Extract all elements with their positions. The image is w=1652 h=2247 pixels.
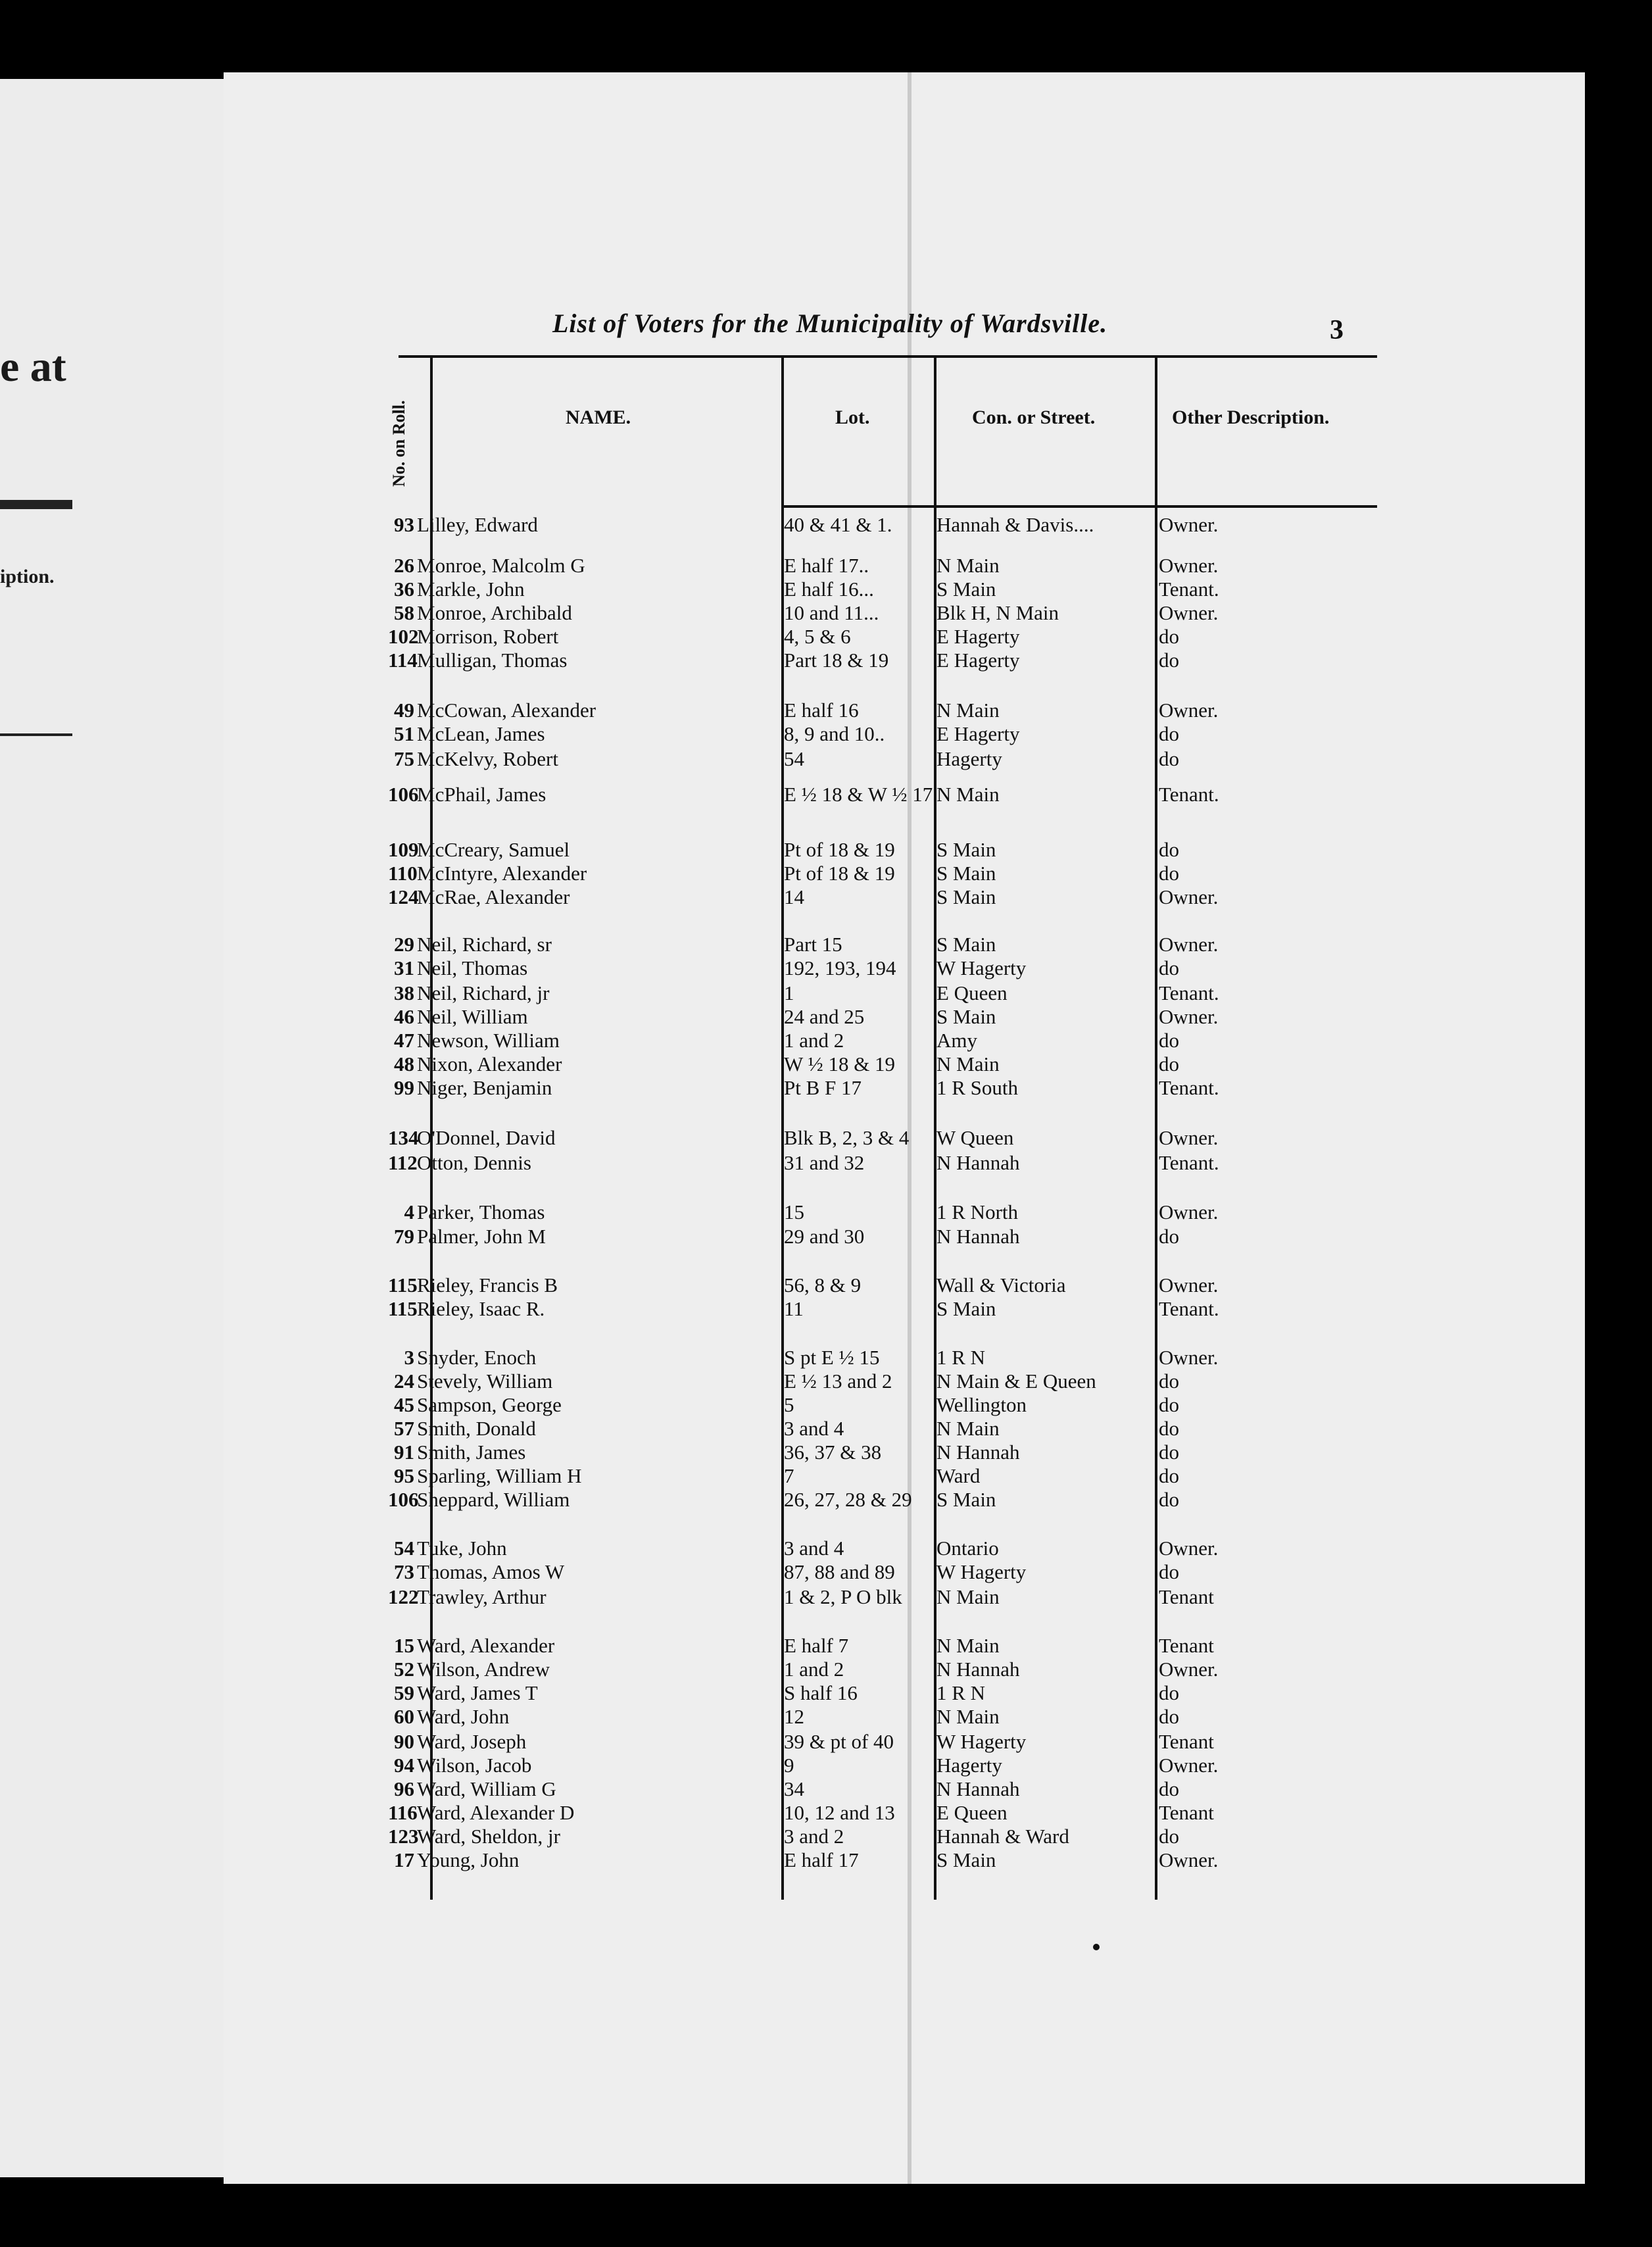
cell-con: S Main	[936, 933, 996, 956]
cell-con: W Hagerty	[936, 956, 1027, 979]
cell-no: 54	[394, 1537, 414, 1560]
table-row	[0, 722, 1414, 746]
cell-con: Hannah & Davis....	[936, 513, 1094, 536]
cell-con: N Hannah	[936, 1225, 1020, 1248]
cell-con: E Queen	[936, 981, 1008, 1004]
cell-lot: 9	[784, 1754, 794, 1777]
cell-no: 90	[394, 1730, 414, 1753]
cell-lot: 12	[784, 1705, 804, 1728]
cell-name: Ward, Joseph	[417, 1730, 527, 1753]
cell-name: McRae, Alexander	[417, 885, 570, 908]
table-row	[0, 981, 1414, 1005]
cell-no: 58	[394, 601, 414, 624]
table-row	[0, 933, 1414, 956]
cell-no: 110	[388, 862, 418, 885]
cell-name: Sparling, William H	[417, 1464, 582, 1487]
cell-no: 29	[394, 933, 414, 956]
cell-no: 60	[394, 1705, 414, 1728]
cell-no: 115	[388, 1297, 418, 1320]
cell-no: 123	[388, 1825, 419, 1848]
cell-con: S Main	[936, 1488, 996, 1511]
cell-desc: Owner.	[1159, 699, 1219, 722]
cell-desc: do	[1159, 862, 1179, 885]
cell-desc: Tenant.	[1159, 1076, 1219, 1099]
cell-lot: 36, 37 & 38	[784, 1441, 882, 1464]
page-number: 3	[1330, 315, 1344, 345]
cell-lot: E half 17	[784, 1848, 859, 1871]
column-head-rule	[784, 505, 1377, 508]
cell-name: McKelvy, Robert	[417, 747, 558, 770]
table-row	[0, 1488, 1414, 1512]
cell-no: 99	[394, 1076, 414, 1099]
cell-con: Ontario	[936, 1537, 999, 1560]
cell-no: 17	[394, 1848, 414, 1871]
table-row	[0, 1417, 1414, 1441]
table-row	[0, 1777, 1414, 1801]
cell-con: N Hannah	[936, 1777, 1020, 1800]
left-rule	[0, 500, 72, 509]
cell-con: N Main	[936, 699, 1000, 722]
table-row	[0, 1537, 1414, 1560]
cell-desc: do	[1159, 1052, 1179, 1075]
cell-name: Markle, John	[417, 578, 525, 601]
cell-desc: do	[1159, 747, 1179, 770]
cell-desc: Owner.	[1159, 1848, 1219, 1871]
cell-lot: 1 & 2, P O blk	[784, 1585, 902, 1608]
cell-desc: Tenant	[1159, 1730, 1214, 1753]
cell-no: 31	[394, 956, 414, 979]
cell-no: 52	[394, 1658, 414, 1681]
cell-lot: 1 and 2	[784, 1029, 844, 1052]
cell-desc: do	[1159, 1441, 1179, 1464]
cell-name: Neil, Richard, sr	[417, 933, 552, 956]
cell-desc: Owner.	[1159, 1126, 1219, 1149]
cell-name: McCreary, Samuel	[417, 838, 570, 861]
cell-name: Monroe, Archibald	[417, 601, 572, 624]
cell-lot: 3 and 2	[784, 1825, 844, 1848]
cell-lot: 1	[784, 981, 794, 1004]
cell-lot: 8, 9 and 10..	[784, 722, 885, 745]
cell-desc: Owner.	[1159, 1005, 1219, 1028]
cell-desc: do	[1159, 1370, 1179, 1393]
cell-desc: Owner.	[1159, 1273, 1219, 1296]
cell-lot: Blk B, 2, 3 & 4	[784, 1126, 910, 1149]
cell-lot: 5	[784, 1393, 794, 1416]
cell-name: Newson, William	[417, 1029, 560, 1052]
left-column-fragment: iption.	[0, 566, 55, 587]
cell-no: 94	[394, 1754, 414, 1777]
cell-name: Rieley, Isaac R.	[417, 1297, 545, 1320]
cell-no: 48	[394, 1052, 414, 1075]
cell-desc: Owner.	[1159, 1754, 1219, 1777]
cell-name: Smith, Donald	[417, 1417, 536, 1440]
table-row	[0, 1560, 1414, 1584]
table-row	[0, 1848, 1414, 1872]
table-row	[0, 1076, 1414, 1100]
cell-lot: 7	[784, 1464, 794, 1487]
cell-desc: do	[1159, 1560, 1179, 1583]
cell-con: N Main & E Queen	[936, 1370, 1096, 1393]
cell-desc: do	[1159, 1681, 1179, 1704]
table-row	[0, 783, 1414, 806]
cell-no: 102	[388, 625, 419, 648]
cell-con: W Queen	[936, 1126, 1014, 1149]
page-title: List of Voters for the Municipality of Wardsville.	[552, 309, 1108, 338]
cell-con: S Main	[936, 838, 996, 861]
cell-con: S Main	[936, 1297, 996, 1320]
table-row	[0, 1297, 1414, 1321]
cell-lot: 54	[784, 747, 804, 770]
cell-lot: Part 18 & 19	[784, 649, 889, 672]
cell-lot: 4, 5 & 6	[784, 625, 851, 648]
cell-desc: Owner.	[1159, 554, 1219, 577]
cell-desc: Owner.	[1159, 1346, 1219, 1369]
cell-name: Mulligan, Thomas	[417, 649, 568, 672]
table-row	[0, 554, 1414, 578]
cell-name: Young, John	[417, 1848, 520, 1871]
table-row	[0, 1658, 1414, 1681]
cell-con: E Hagerty	[936, 649, 1020, 672]
cell-lot: 3 and 4	[784, 1417, 844, 1440]
cell-desc: Tenant	[1159, 1801, 1214, 1824]
cell-lot: 11	[784, 1297, 804, 1320]
cell-no: 91	[394, 1441, 414, 1464]
column-header-no: No. on Roll.	[389, 400, 408, 487]
cell-desc: do	[1159, 1464, 1179, 1487]
cell-con: N Main	[936, 554, 1000, 577]
table-row	[0, 862, 1414, 885]
cell-con: W Hagerty	[936, 1730, 1027, 1753]
cell-lot: 34	[784, 1777, 804, 1800]
cell-lot: E ½ 13 and 2	[784, 1370, 892, 1393]
cell-name: Tuke, John	[417, 1537, 507, 1560]
table-row	[0, 1585, 1414, 1609]
cell-desc: do	[1159, 1777, 1179, 1800]
left-heading-fragment: e at	[0, 343, 66, 391]
cell-con: S Main	[936, 1848, 996, 1871]
cell-con: E Hagerty	[936, 625, 1020, 648]
cell-con: S Main	[936, 885, 996, 908]
cell-no: 112	[388, 1151, 418, 1174]
table-row	[0, 885, 1414, 909]
column-header-lot: Lot.	[835, 407, 870, 428]
cell-con: Hagerty	[936, 747, 1002, 770]
cell-no: 106	[388, 1488, 419, 1511]
cell-con: N Main	[936, 1052, 1000, 1075]
cell-lot: Pt of 18 & 19	[784, 862, 895, 885]
cell-lot: 39 & pt of 40	[784, 1730, 894, 1753]
cell-no: 96	[394, 1777, 414, 1800]
table-row	[0, 1370, 1414, 1393]
cell-no: 15	[394, 1634, 414, 1657]
cell-desc: Tenant	[1159, 1585, 1214, 1608]
table-row	[0, 747, 1414, 771]
cell-name: Smith, James	[417, 1441, 526, 1464]
cell-con: W Hagerty	[936, 1560, 1027, 1583]
cell-no: 134	[388, 1126, 419, 1149]
cell-name: Wilson, Andrew	[417, 1658, 550, 1681]
cell-no: 3	[404, 1346, 414, 1369]
cell-name: Lilley, Edward	[417, 513, 538, 536]
cell-desc: do	[1159, 838, 1179, 861]
table-row	[0, 956, 1414, 980]
cell-lot: Pt B F 17	[784, 1076, 862, 1099]
cell-lot: S half 16	[784, 1681, 858, 1704]
header-rule	[399, 355, 1377, 358]
cell-desc: do	[1159, 722, 1179, 745]
cell-lot: 29 and 30	[784, 1225, 865, 1248]
cell-lot: 26, 27, 28 & 29	[784, 1488, 912, 1511]
cell-con: Amy	[936, 1029, 977, 1052]
table-row	[0, 1005, 1414, 1029]
cell-no: 106	[388, 783, 419, 806]
table-row	[0, 601, 1414, 625]
cell-name: Palmer, John M	[417, 1225, 546, 1248]
cell-con: S Main	[936, 578, 996, 601]
table-row	[0, 699, 1414, 722]
cell-desc: do	[1159, 1488, 1179, 1511]
table-row	[0, 1346, 1414, 1370]
cell-lot: 10 and 11...	[784, 601, 879, 624]
cell-name: Stevely, William	[417, 1370, 553, 1393]
cell-no: 36	[394, 578, 414, 601]
cell-no: 51	[394, 722, 414, 745]
cell-desc: Owner.	[1159, 885, 1219, 908]
cell-desc: Owner.	[1159, 1658, 1219, 1681]
cell-desc: Owner.	[1159, 601, 1219, 624]
cell-name: Ward, Alexander D	[417, 1801, 575, 1824]
cell-lot: Pt of 18 & 19	[784, 838, 895, 861]
cell-name: Parker, Thomas	[417, 1200, 545, 1223]
cell-no: 57	[394, 1417, 414, 1440]
cell-no: 93	[394, 513, 414, 536]
cell-desc: Tenant.	[1159, 783, 1219, 806]
cell-name: Ward, Alexander	[417, 1634, 555, 1657]
table-row	[0, 1393, 1414, 1417]
table-row	[0, 1225, 1414, 1248]
cell-name: Neil, William	[417, 1005, 528, 1028]
table-row	[0, 649, 1414, 672]
cell-con: S Main	[936, 862, 996, 885]
cell-lot: 3 and 4	[784, 1537, 844, 1560]
cell-name: Neil, Thomas	[417, 956, 528, 979]
table-row	[0, 1825, 1414, 1848]
cell-no: 24	[394, 1370, 414, 1393]
cell-desc: do	[1159, 1029, 1179, 1052]
cell-lot: E half 7	[784, 1634, 849, 1657]
cell-no: 59	[394, 1681, 414, 1704]
cell-desc: Tenant.	[1159, 1151, 1219, 1174]
cell-name: McPhail, James	[417, 783, 547, 806]
cell-no: 116	[388, 1801, 418, 1824]
table-row	[0, 1730, 1414, 1754]
cell-desc: Owner.	[1159, 1537, 1219, 1560]
table-row	[0, 1200, 1414, 1224]
table-row	[0, 1273, 1414, 1297]
cell-name: McIntyre, Alexander	[417, 862, 587, 885]
cell-no: 26	[394, 554, 414, 577]
cell-con: N Hannah	[936, 1151, 1020, 1174]
table-row	[0, 1029, 1414, 1052]
cell-con: Ward	[936, 1464, 981, 1487]
cell-desc: do	[1159, 956, 1179, 979]
cell-name: O'Donnel, David	[417, 1126, 556, 1149]
cell-lot: E half 16...	[784, 578, 874, 601]
cell-no: 47	[394, 1029, 414, 1052]
cell-lot: 192, 193, 194	[784, 956, 896, 979]
cell-lot: 15	[784, 1200, 804, 1223]
cell-name: Ward, Sheldon, jr	[417, 1825, 560, 1848]
cell-desc: Tenant.	[1159, 1297, 1219, 1320]
cell-name: Rieley, Francis B	[417, 1273, 558, 1296]
cell-lot: Part 15	[784, 933, 842, 956]
cell-desc: do	[1159, 1417, 1179, 1440]
column-header-name: NAME.	[566, 407, 631, 428]
table-row	[0, 838, 1414, 862]
cell-desc: do	[1159, 625, 1179, 648]
cell-con: S Main	[936, 1005, 996, 1028]
table-row	[0, 1441, 1414, 1464]
cell-con: 1 R North	[936, 1200, 1018, 1223]
cell-no: 124	[388, 885, 419, 908]
cell-con: Hagerty	[936, 1754, 1002, 1777]
cell-con: Wellington	[936, 1393, 1027, 1416]
cell-lot: E half 16	[784, 699, 859, 722]
cell-no: 109	[388, 838, 419, 861]
cell-name: McLean, James	[417, 722, 545, 745]
ink-spot	[1093, 1944, 1100, 1950]
column-header-desc: Other Description.	[1172, 407, 1330, 428]
cell-lot: 40 & 41 & 1.	[784, 513, 892, 536]
cell-con: E Hagerty	[936, 722, 1020, 745]
cell-no: 79	[394, 1225, 414, 1248]
table-row	[0, 1681, 1414, 1705]
cell-con: N Main	[936, 1634, 1000, 1657]
cell-con: 1 R N	[936, 1681, 986, 1704]
cell-no: 73	[394, 1560, 414, 1583]
table-row	[0, 1705, 1414, 1729]
cell-desc: Owner.	[1159, 933, 1219, 956]
cell-name: Wilson, Jacob	[417, 1754, 532, 1777]
table-row	[0, 1464, 1414, 1488]
cell-lot: 14	[784, 885, 804, 908]
cell-name: Sampson, George	[417, 1393, 562, 1416]
cell-name: Niger, Benjamin	[417, 1076, 552, 1099]
cell-desc: do	[1159, 649, 1179, 672]
table-row	[0, 578, 1414, 601]
cell-con: Wall & Victoria	[936, 1273, 1066, 1296]
cell-desc: Tenant.	[1159, 578, 1219, 601]
column-header-con: Con. or Street.	[972, 407, 1096, 428]
cell-lot: 87, 88 and 89	[784, 1560, 895, 1583]
cell-con: N Main	[936, 1705, 1000, 1728]
table-row	[0, 1754, 1414, 1777]
cell-desc: do	[1159, 1393, 1179, 1416]
cell-con: N Main	[936, 783, 1000, 806]
cell-no: 122	[388, 1585, 419, 1608]
cell-lot: W ½ 18 & 19	[784, 1052, 896, 1075]
cell-con: 1 R South	[936, 1076, 1019, 1099]
cell-con: 1 R N	[936, 1346, 986, 1369]
cell-desc: do	[1159, 1225, 1179, 1248]
cell-lot: E half 17..	[784, 554, 869, 577]
cell-no: 115	[388, 1273, 418, 1296]
cell-name: Neil, Richard, jr	[417, 981, 550, 1004]
cell-lot: E ½ 18 & W ½ 17	[784, 783, 933, 806]
cell-lot: S pt E ½ 15	[784, 1346, 880, 1369]
cell-no: 4	[404, 1200, 414, 1223]
cell-name: Trawley, Arthur	[417, 1585, 547, 1608]
cell-name: Monroe, Malcolm G	[417, 554, 585, 577]
cell-lot: 56, 8 & 9	[784, 1273, 862, 1296]
cell-no: 45	[394, 1393, 414, 1416]
cell-con: Blk H, N Main	[936, 601, 1059, 624]
cell-name: Otton, Dennis	[417, 1151, 531, 1174]
cell-name: Nixon, Alexander	[417, 1052, 562, 1075]
cell-no: 46	[394, 1005, 414, 1028]
cell-lot: 31 and 32	[784, 1151, 865, 1174]
table-row	[0, 1634, 1414, 1658]
cell-lot: 1 and 2	[784, 1658, 844, 1681]
cell-con: Hannah & Ward	[936, 1825, 1069, 1848]
cell-con: N Hannah	[936, 1441, 1020, 1464]
cell-name: McCowan, Alexander	[417, 699, 596, 722]
cell-name: Ward, John	[417, 1705, 510, 1728]
cell-desc: do	[1159, 1705, 1179, 1728]
cell-desc: Owner.	[1159, 513, 1219, 536]
cell-name: Snyder, Enoch	[417, 1346, 537, 1369]
cell-desc: Tenant	[1159, 1634, 1214, 1657]
table-row	[0, 1052, 1414, 1076]
cell-name: Sheppard, William	[417, 1488, 570, 1511]
cell-lot: 24 and 25	[784, 1005, 865, 1028]
table-row	[0, 513, 1414, 537]
cell-name: Thomas, Amos W	[417, 1560, 565, 1583]
cell-con: N Main	[936, 1417, 1000, 1440]
cell-no: 114	[388, 649, 418, 672]
cell-con: E Queen	[936, 1801, 1008, 1824]
cell-no: 95	[394, 1464, 414, 1487]
table-row	[0, 1801, 1414, 1825]
cell-no: 38	[394, 981, 414, 1004]
table-row	[0, 1151, 1414, 1175]
cell-desc: Tenant.	[1159, 981, 1219, 1004]
table-row	[0, 1126, 1414, 1150]
cell-con: N Hannah	[936, 1658, 1020, 1681]
cell-lot: 10, 12 and 13	[784, 1801, 895, 1824]
cell-con: N Main	[936, 1585, 1000, 1608]
table-row	[0, 625, 1414, 649]
cell-name: Ward, James T	[417, 1681, 538, 1704]
cell-no: 75	[394, 747, 414, 770]
cell-no: 49	[394, 699, 414, 722]
cell-name: Morrison, Robert	[417, 625, 559, 648]
cell-desc: do	[1159, 1825, 1179, 1848]
cell-name: Ward, William G	[417, 1777, 556, 1800]
cell-desc: Owner.	[1159, 1200, 1219, 1223]
